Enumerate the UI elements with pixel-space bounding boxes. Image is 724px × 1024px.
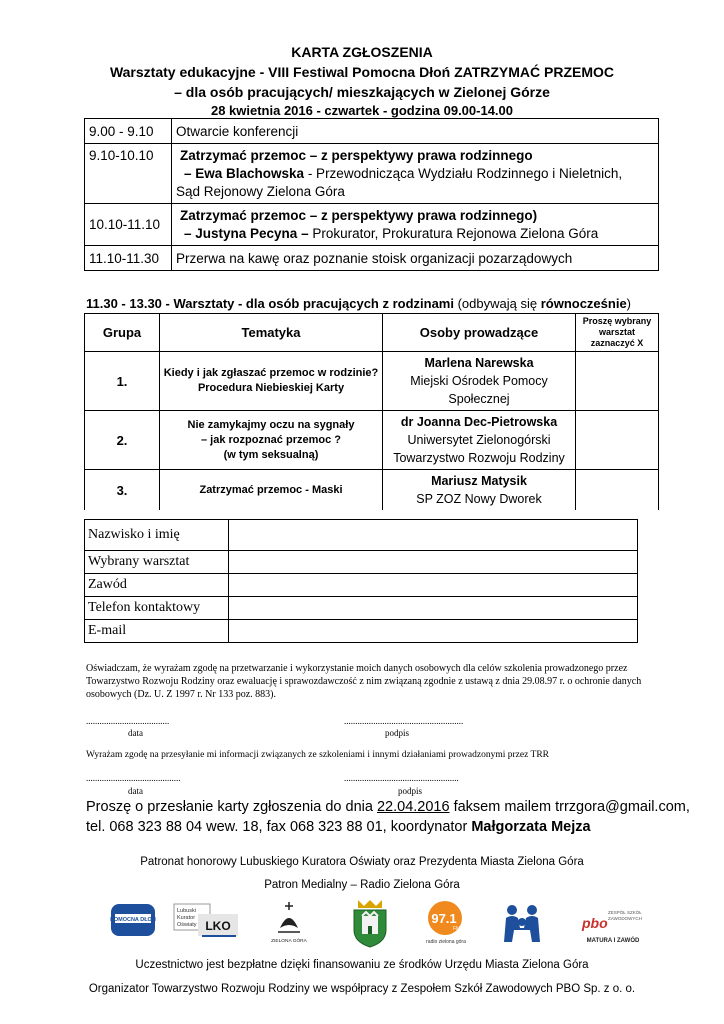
form-row xyxy=(85,574,638,597)
coordinator-name: Małgorzata Mejza xyxy=(471,819,591,835)
profession-field[interactable] xyxy=(229,574,638,597)
funding-note: Uczestnictwo jest bezpłatne dzięki finansowaniu ze środków Urzędu Miasta Zielona Góra xyxy=(135,959,589,971)
svg-text:pbo: pbo xyxy=(582,915,608,931)
data-processing-consent: Oświadczam, że wyrażam zgodę na przetwarzanie i wykorzystanie moich danych osobowych dla celów szkolenia prowadzonego przez Towarzystwo Rozwoju Rodziny oraz ewaluację i sprawozdawczość z nim związaną zgodnie z ustawą z dnia 29.08.97 r. o ochronie danych osobowych (Dz. U. Z 1997 r. Nr 133 poz. 883). xyxy=(86,663,642,700)
event-title: Warsztaty edukacyjne - VIII Festiwal Pomocna Dłoń ZATRZYMAĆ PRZEMOC xyxy=(109,64,615,80)
information-consent: Wyrażam zgodę na przesyłanie mi informacji związanych ze szkoleniami i innymi działaniami prowadzonymi przez TRR xyxy=(86,750,549,760)
workshop-topic: Zatrzymać przemoc - Maski xyxy=(160,470,383,511)
zielona-gora-city-logo xyxy=(270,898,308,948)
date-caption: data xyxy=(128,786,143,796)
form-label: Nazwisko i imię xyxy=(85,520,229,551)
trr-family-logo xyxy=(498,898,548,948)
media-patron: Patron Medialny – Radio Zielona Góra xyxy=(264,879,460,891)
date-line: .......................................... xyxy=(86,773,181,783)
event-date: 28 kwietnia 2016 - czwartek - godzina 09.00-14.00 xyxy=(210,103,514,118)
participant-form xyxy=(84,519,638,643)
contact-info: Proszę o przesłanie karty zgłoszenia do dnia 22.04.2016 faksem mailem trrzgora@gmail.com, tel. 068 323 88 04 wew. 18, fax 068 323 88 01, koordynator Małgorzata Mejza xyxy=(86,799,690,835)
session-institution: Sąd Rejonowy Zielona Góra xyxy=(176,183,345,199)
session-role: - Przewodnicząca Wydziału Rodzinnego i Nieletnich, xyxy=(304,165,623,181)
workshop-row xyxy=(85,470,659,511)
svg-text:Lubuski: Lubuski xyxy=(177,908,196,914)
pbo-school-logo xyxy=(578,898,648,948)
program-row xyxy=(85,246,659,271)
date-line: ..................................... xyxy=(86,716,170,726)
workshop-choice-cell[interactable] xyxy=(576,470,659,511)
event-audience: – dla osób pracujących/ mieszkających w Zielonej Górze xyxy=(174,84,550,100)
program-table xyxy=(84,118,659,271)
session-title: Zatrzymać przemoc – z perspektywy prawa rodzinnego xyxy=(180,147,533,163)
program-row xyxy=(85,119,659,144)
session-speaker: – Justyna Pecyna – xyxy=(184,225,309,241)
col-group: Grupa xyxy=(85,314,160,352)
svg-text:POMOCNA DŁOŃ: POMOCNA DŁOŃ xyxy=(110,917,156,923)
svg-text:radio zielona góra: radio zielona góra xyxy=(426,939,466,945)
workshop-row xyxy=(85,411,659,470)
program-session xyxy=(172,144,659,204)
program-row xyxy=(85,204,659,246)
name-field[interactable] xyxy=(229,520,638,551)
workshop-topic: Nie zamykajmy oczu na sygnały – jak rozpoznać przemoc ? (w tym seksualną) xyxy=(160,411,383,470)
col-choice: Proszę wybrany warsztat zaznaczyć X xyxy=(576,314,659,352)
workshop-number: 1. xyxy=(85,352,160,411)
program-session xyxy=(172,204,659,246)
workshop-number: 2. xyxy=(85,411,160,470)
workshop-leader: Marlena Narewska Miejski Ośrodek Pomocy Społecznej xyxy=(383,352,576,411)
svg-text:ZAWODOWYCH: ZAWODOWYCH xyxy=(608,916,642,921)
workshop-choice-cell[interactable] xyxy=(576,352,659,411)
honorary-patronage: Patronat honorowy Lubuskiego Kuratora Oświaty oraz Prezydenta Miasta Zielona Góra xyxy=(140,856,584,868)
workshop-topic: Kiedy i jak zgłaszać przemoc w rodzinie? Procedura Niebieskiej Karty xyxy=(160,352,383,411)
program-time: 9.00 - 9.10 xyxy=(85,119,172,144)
workshop-number: 3. xyxy=(85,470,160,511)
pomocna-dlon-logo xyxy=(110,898,156,948)
svg-text:FM: FM xyxy=(453,926,461,932)
session-speaker-line xyxy=(176,225,654,243)
col-leaders: Osoby prowadzące xyxy=(383,314,576,352)
phone-field[interactable] xyxy=(229,597,638,620)
workshop-leader: Mariusz Matysik SP ZOZ Nowy Dworek xyxy=(383,470,576,511)
program-time: 10.10-11.10 xyxy=(85,204,172,246)
kurator-oswiaty-logo xyxy=(172,898,242,948)
signature-line: ..................................................... xyxy=(344,716,464,726)
form-row xyxy=(85,520,638,551)
form-row xyxy=(85,597,638,620)
radio-zielona-gora-logo xyxy=(420,898,472,948)
form-label: Wybrany warsztat xyxy=(85,551,229,574)
workshop-field[interactable] xyxy=(229,551,638,574)
svg-text:ZESPÓŁ SZKÓŁ: ZESPÓŁ SZKÓŁ xyxy=(608,910,642,915)
workshop-row xyxy=(85,352,659,411)
signature-line: ................................................... xyxy=(344,773,459,783)
session-title: Zatrzymać przemoc – z perspektywy prawa rodzinnego) xyxy=(180,207,538,223)
col-topic: Tematyka xyxy=(160,314,383,352)
program-text: Przerwa na kawę oraz poznanie stoisk organizacji pozarządowych xyxy=(172,246,659,271)
form-label: E-mail xyxy=(85,620,229,643)
form-row xyxy=(85,620,638,643)
workshop-choice-cell[interactable] xyxy=(576,411,659,470)
program-time: 11.10-11.30 xyxy=(85,246,172,271)
organizer-note: Organizator Towarzystwo Rozwoju Rodziny we współpracy z Zespołem Szkół Zawodowych PBO Sp. z o. o. xyxy=(88,983,636,995)
workshop-leader: dr Joanna Dec-Pietrowska Uniwersytet Zielonogórski Towarzystwo Rozwoju Rodziny xyxy=(383,411,576,470)
form-label: Zawód xyxy=(85,574,229,597)
date-caption: data xyxy=(128,728,143,738)
program-text: Otwarcie konferencji xyxy=(172,119,659,144)
svg-text:Kurator: Kurator xyxy=(177,915,196,921)
svg-text:Oświaty: Oświaty xyxy=(177,922,197,928)
signature-caption: podpis xyxy=(385,728,410,738)
session-speaker: – Ewa Blachowska xyxy=(184,165,305,181)
workshops-table xyxy=(84,313,659,510)
workshops-heading: 11.30 - 13.30 - Warsztaty - dla osób pracujących z rodzinami (odbywają się równocześnie) xyxy=(86,296,632,311)
workshops-header-row xyxy=(85,314,659,352)
card-title: KARTA ZGŁOSZENIA xyxy=(291,44,433,60)
program-time: 9.10-10.10 xyxy=(85,144,172,204)
svg-text:LKO: LKO xyxy=(205,919,231,933)
form-row xyxy=(85,551,638,574)
signature-caption: podpis xyxy=(398,786,423,796)
deadline-date: 22.04.2016 xyxy=(376,799,450,815)
session-speaker-line xyxy=(176,165,654,183)
form-label: Telefon kontaktowy xyxy=(85,597,229,620)
session-role: Prokurator, Prokuratura Rejonowa Zielona Góra xyxy=(308,225,599,241)
zielona-gora-coat-of-arms xyxy=(350,898,390,948)
svg-text:MATURA I ZAWÓD: MATURA I ZAWÓD xyxy=(586,938,640,944)
email-field[interactable] xyxy=(229,620,638,643)
svg-text:ZIELONA GÓRA: ZIELONA GÓRA xyxy=(271,939,307,944)
program-row xyxy=(85,144,659,204)
svg-text:97.1: 97.1 xyxy=(431,911,457,926)
